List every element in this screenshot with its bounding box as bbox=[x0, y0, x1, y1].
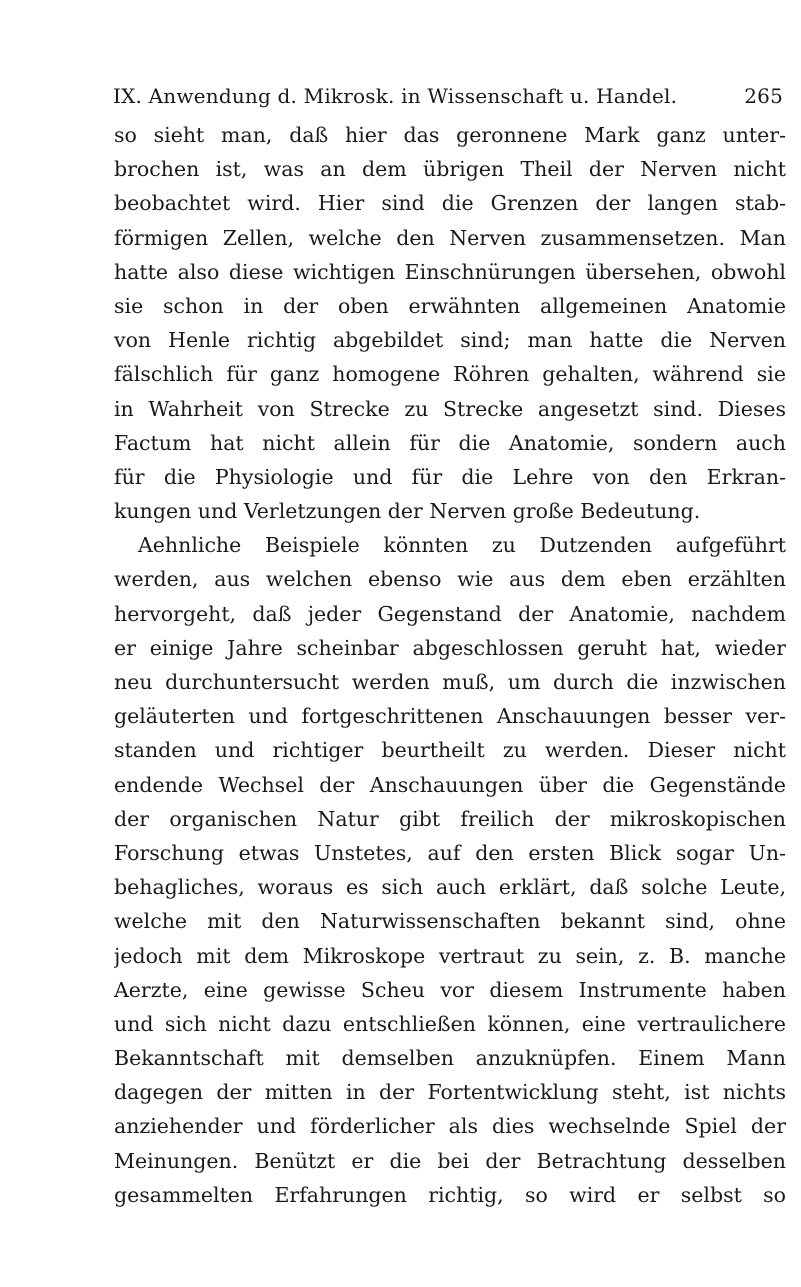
text-line: Forschung etwas Unstetes, auf den ersten Blick sogar Un- bbox=[114, 840, 786, 865]
page-number: 265 bbox=[744, 84, 783, 108]
text-line: er einige Jahre scheinbar abgeschlossen geruht hat, wieder bbox=[114, 635, 786, 660]
text-line: Factum hat nicht allein für die Anatomie, sondern auch bbox=[114, 430, 786, 455]
text-line: anziehender und förderlicher als dies wechselnde Spiel der bbox=[114, 1114, 786, 1139]
text-line: dagegen der mitten in der Fortentwicklung steht, ist nichts bbox=[114, 1080, 786, 1105]
text-line: für die Physiologie und für die Lehre von den Erkran- bbox=[114, 464, 786, 489]
text-line: jedoch mit dem Mikroskope vertraut zu sein, z. B. manche bbox=[114, 943, 786, 968]
text-line: brochen ist, was an dem übrigen Theil der Nerven nicht bbox=[114, 157, 786, 182]
text-line: hatte also diese wichtigen Einschnürungen übersehen, obwohl bbox=[114, 259, 786, 284]
text-line: so sieht man, daß hier das geronnene Mark ganz unter- bbox=[114, 123, 786, 147]
text-line: Aerzte, eine gewisse Scheu vor diesem Instrumente haben bbox=[114, 977, 786, 1002]
header-title: IX. Anwendung d. Mikrosk. in Wissenschaft u. Handel. bbox=[113, 84, 678, 108]
text-line: und sich nicht dazu entschließen können, eine vertraulichere bbox=[114, 1011, 786, 1036]
text-line: in Wahrheit von Strecke zu Strecke angesetzt sind. Dieses bbox=[114, 396, 786, 421]
text-line: gesammelten Erfahrungen richtig, so wird er selbst so bbox=[114, 1182, 786, 1207]
text-line: sie schon in der oben erwähnten allgemeinen Anatomie bbox=[114, 293, 786, 318]
text-line: fälschlich für ganz homogene Röhren gehalten, während sie bbox=[114, 362, 786, 387]
text-line: welche mit den Naturwissenschaften bekannt sind, ohne bbox=[114, 909, 786, 934]
text-line: Aehnliche Beispiele könnten zu Dutzenden aufgeführt bbox=[138, 533, 786, 558]
running-header bbox=[113, 68, 783, 108]
text-line: neu durchuntersucht werden muß, um durch die inzwischen bbox=[114, 670, 786, 694]
text-line: behagliches, woraus es sich auch erklärt, daß solche Leute, bbox=[114, 875, 786, 900]
body-text bbox=[114, 118, 786, 1212]
text-line: hervorgeht, daß jeder Gegenstand der Anatomie, nachdem bbox=[114, 601, 786, 626]
text-line: von Henle richtig abgebildet sind; man hatte die Nerven bbox=[114, 328, 786, 353]
text-line: standen und richtiger beurtheilt zu werden. Dieser nicht bbox=[114, 738, 786, 763]
text-line: Meinungen. Benützt er die bei der Betrachtung desselben bbox=[114, 1148, 786, 1173]
text-line: werden, aus welchen ebenso wie aus dem eben erzählten bbox=[114, 567, 786, 592]
text-line: der organischen Natur gibt freilich der mikroskopischen bbox=[114, 806, 786, 831]
text-line: geläuterten und fortgeschrittenen Anschauungen besser ver- bbox=[114, 704, 786, 729]
text-line: beobachtet wird. Hier sind die Grenzen der langen stab- bbox=[114, 191, 786, 216]
text-line: kungen und Verletzungen der Nerven große Bedeutung. bbox=[114, 499, 701, 524]
text-line: endende Wechsel der Anschauungen über die Gegenstände bbox=[114, 772, 786, 797]
text-line: förmigen Zellen, welche den Nerven zusammensetzen. Man bbox=[114, 225, 786, 250]
text-line: Bekanntschaft mit demselben anzuknüpfen. Einem Mann bbox=[114, 1046, 786, 1071]
